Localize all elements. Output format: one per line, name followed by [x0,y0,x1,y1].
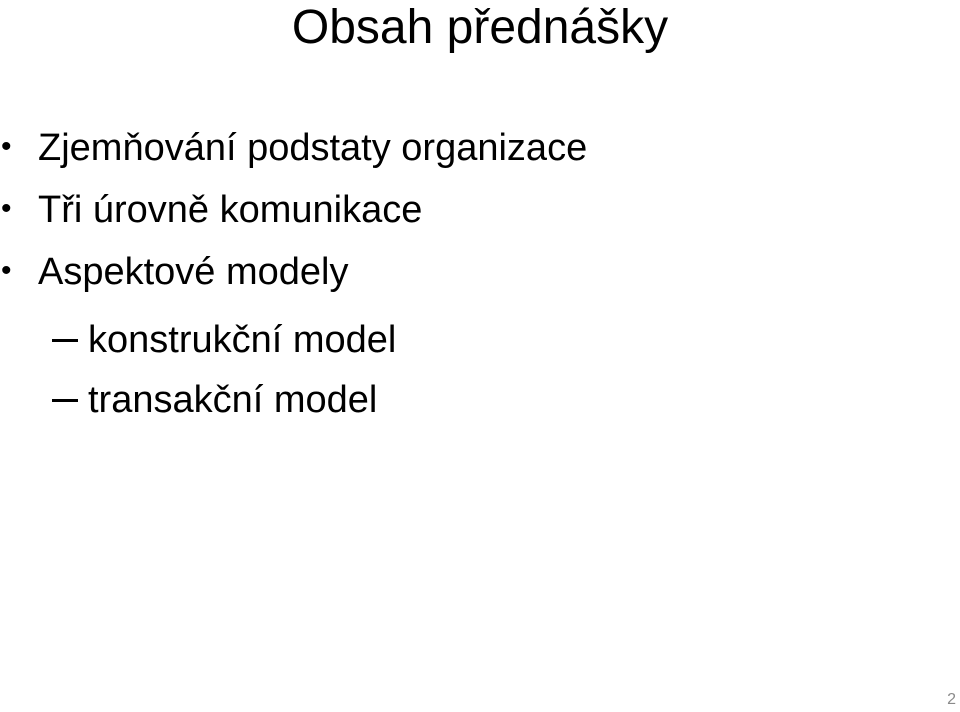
sub-bullet-item [0,310,940,370]
bullet-item [0,118,940,180]
bullet-text: Zjemňování podstaty organizace [38,127,588,169]
sub-bullet-text: transakční model [88,379,378,421]
sub-bullet-text: konstrukční model [88,319,397,361]
sub-bullet-list [0,310,940,430]
bullet-list [0,118,940,304]
bullet-text: Aspektové modely [38,251,349,293]
dash-icon [52,339,78,342]
dash-icon [52,399,78,402]
bullet-item [0,180,940,242]
sub-bullet-item [0,370,940,430]
slide-title: Obsah přednášky [291,1,669,54]
page-number: 2 [947,691,956,708]
bullet-item [0,242,940,304]
bullet-icon: • [1,254,12,287]
bullet-icon: • [1,130,12,163]
bullet-text: Tři úrovně komunikace [38,189,423,231]
bullet-icon: • [1,192,12,225]
